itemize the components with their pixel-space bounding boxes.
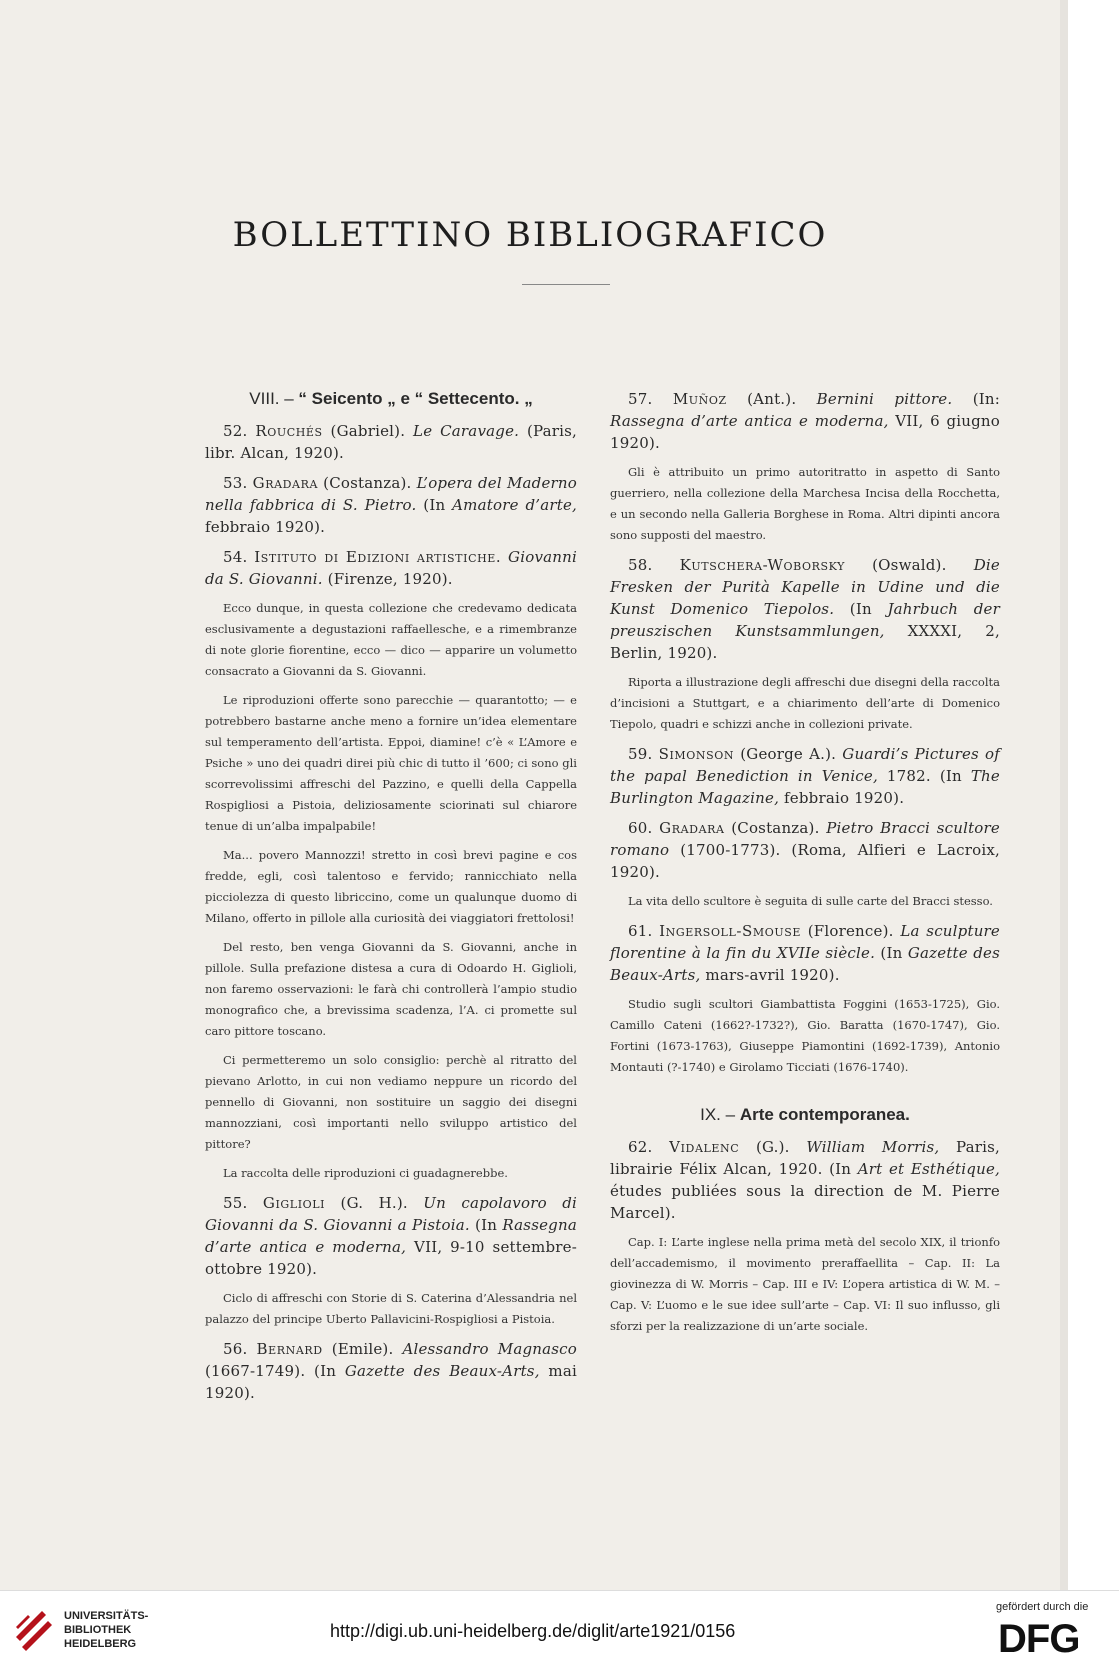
- note-57: Gli è attribuito un primo autoritratto in aspetto di Santo guerriero, nella collezione della Marchesa Incisa della Rocchetta, e un secondo nella Galleria Borghese in Roma. Altri dipinti ancora sono supposti del maestro.: [610, 465, 1000, 542]
- note-61: Studio sugli scultori Giambattista Foggini (1653-1725), Gio. Camillo Cateni (1662?-1732?), Gio. Baratta (1670-1747), Gio. Fortini (1673-1763), Giuseppe Piamontini (1692-1739), Antonio Montauti (?-1740) e Girolamo Ticciati (1676-1740).: [610, 997, 1000, 1074]
- note-54-p4: Del resto, ben venga Giovanni da S. Giovanni, anche in pillole. Sulla prefazione distesa a cura di Odoardo H. Giglioli, non faremo osservazioni: le farà chi controllerà l’ampio studio monografico che, a brevissima scadenza, l’A. ci promette sul caro pittore toscano.: [205, 940, 577, 1038]
- entry-53: 53. Gradara (Costanza). L’opera del Maderno nella fabbrica di S. Pietro. (In Amatore d’arte, febbraio 1920).: [205, 474, 578, 536]
- note-54-p6: La raccolta delle riproduzioni ci guadagnerebbe.: [223, 1166, 508, 1180]
- entry-56: 56. Bernard (Emile). Alessandro Magnasco (1667-1749). (In Gazette des Beaux-Arts, mai 1920).: [205, 1340, 578, 1402]
- section-spacer: [610, 1086, 1000, 1104]
- title-rule: [522, 284, 610, 285]
- note-54-p2: Le riproduzioni offerte sono parecchie — quarantotto; — e potrebbero bastarne anche meno a fornire un’idea elementare sul temperamento dell’artista. Eppoi, diamine! c’è « L’Amore e Psiche » uno dei quadri direi più chic di tutto il ’600; ci sono gli scorrevolissimi affreschi del Pazzino, e quelli della Cappella Rospigliosi a Pistoia, deliziosamente sciorinati sul chiarore tenue di un’alba impalpabile!: [205, 693, 577, 833]
- entry-58: 58. Kutschera-Woborsky (Oswald). Die Fresken der Purità Kapelle in Udine und die Kunst Domenico Tiepolos. (In Jahrbuch der preuszischen Kunstsammlungen, XXXXI, 2, Berlin, 1920).: [610, 556, 1000, 662]
- entry-57: 57. Muñoz (Ant.). Bernini pittore. (In: Rassegna d’arte antica e moderna, VII, 6 giugno 1920).: [610, 390, 1001, 452]
- right-column: [610, 388, 1000, 1345]
- note-54-p3: Ma... povero Mannozzi! stretto in così brevi pagine e cos fredde, egli, così talentoso e fervido; rannicchiato nella picciolezza di questo libriccino, come un qualunque duomo di Milano, offerto in pillole alla curiosità dei viaggiatori frettolosi!: [205, 848, 577, 925]
- funding-label: gefördert durch die: [996, 1601, 1089, 1613]
- dfg-logo: DFG: [998, 1617, 1080, 1661]
- entry-54: 54. Istituto di Edizioni artistiche. Giovanni da S. Giovanni. (Firenze, 1920).: [205, 548, 578, 588]
- note-55: Ciclo di affreschi con Storie di S. Caterina d’Alessandria nel palazzo del principe Uberto Pallavicini-Rospigliosi a Pistoia.: [205, 1291, 577, 1326]
- section-heading-viii: VIII. – “ Seicento „ e “ Settecento. „: [249, 389, 533, 408]
- note-54-p1: Ecco dunque, in questa collezione che credevamo dedicata esclusivamente a degustazioni raffaellesche, e a rimembranze di note glorie fiorentine, ecco — dico — apparire un volumetto consacrato a Giovanni da S. Giovanni.: [205, 601, 577, 678]
- page-edge: [1060, 0, 1068, 1590]
- entry-59: 59. Simonson (George A.). Guardi’s Pictures of the papal Benediction in Venice, 1782. (In The Burlington Magazine, febbraio 1920).: [610, 745, 1001, 807]
- section-heading-ix: IX. – Arte contemporanea.: [700, 1105, 910, 1124]
- note-60: La vita dello scultore è seguita di sulle carte del Bracci stesso.: [628, 894, 993, 908]
- entry-52: 52. Rouchés (Gabriel). Le Caravage. (Paris, libr. Alcan, 1920).: [205, 422, 578, 462]
- document-url-link[interactable]: http://digi.ub.uni-heidelberg.de/diglit/arte1921/0156: [330, 1621, 736, 1641]
- page-title: BOLLETTINO BIBLIOGRAFICO: [232, 215, 828, 255]
- entry-62: 62. Vidalenc (G.). William Morris, Paris, librairie Félix Alcan, 1920. (In Art et Esthétique, études publiées sous la direction de M. Pierre Marcel).: [610, 1138, 1001, 1222]
- note-62: Cap. I: L’arte inglese nella prima metà del secolo XIX, il trionfo dell’accademismo, il movimento preraffaellita – Cap. II: La giovinezza di W. Morris – Cap. III e IV: L’opera artistica di W. M. – Cap. V: L’uomo e le sue idee sull’arte – Cap. VI: Il suo influsso, gli sforzi per la realizzazione di un’arte sociale.: [610, 1235, 1000, 1333]
- viewer-footer: [0, 1590, 1119, 1674]
- left-column: [205, 388, 577, 1412]
- entry-55: 55. Giglioli (G. H.). Un capolavoro di Giovanni da S. Giovanni a Pistoia. (In Rassegna d’arte antica e moderna, VII, 9-10 settembre-ottobre 1920).: [205, 1194, 577, 1278]
- note-58: Riporta a illustrazione degli affreschi due disegni della raccolta d’incisioni a Stuttgart, e a chiarimento dell’arte di Domenico Tiepolo, quadri e schizzi anche in collezioni private.: [610, 675, 1000, 731]
- library-name: UNIVERSITÄTS- BIBLIOTHEK HEIDELBERG: [64, 1610, 149, 1650]
- entry-61: 61. Ingersoll-Smouse (Florence). La sculpture florentine à la fin du XVIIe siècle. (In Gazette des Beaux-Arts, mars-avril 1920).: [610, 922, 1000, 984]
- note-54-p5: Ci permetteremo un solo consiglio: perchè al ritratto del pievano Arlotto, in cui non vediamo neppure un ricordo del pennello di Giovanni, non sostituire un saggio dei disegni mannozziani, così importanti nello sviluppo artistico del pittore?: [205, 1053, 577, 1151]
- library-logo-icon: [12, 1607, 56, 1655]
- entry-60: 60. Gradara (Costanza). Pietro Bracci scultore romano (1700-1773). (Roma, Alfieri e Lacroix, 1920).: [610, 819, 1000, 881]
